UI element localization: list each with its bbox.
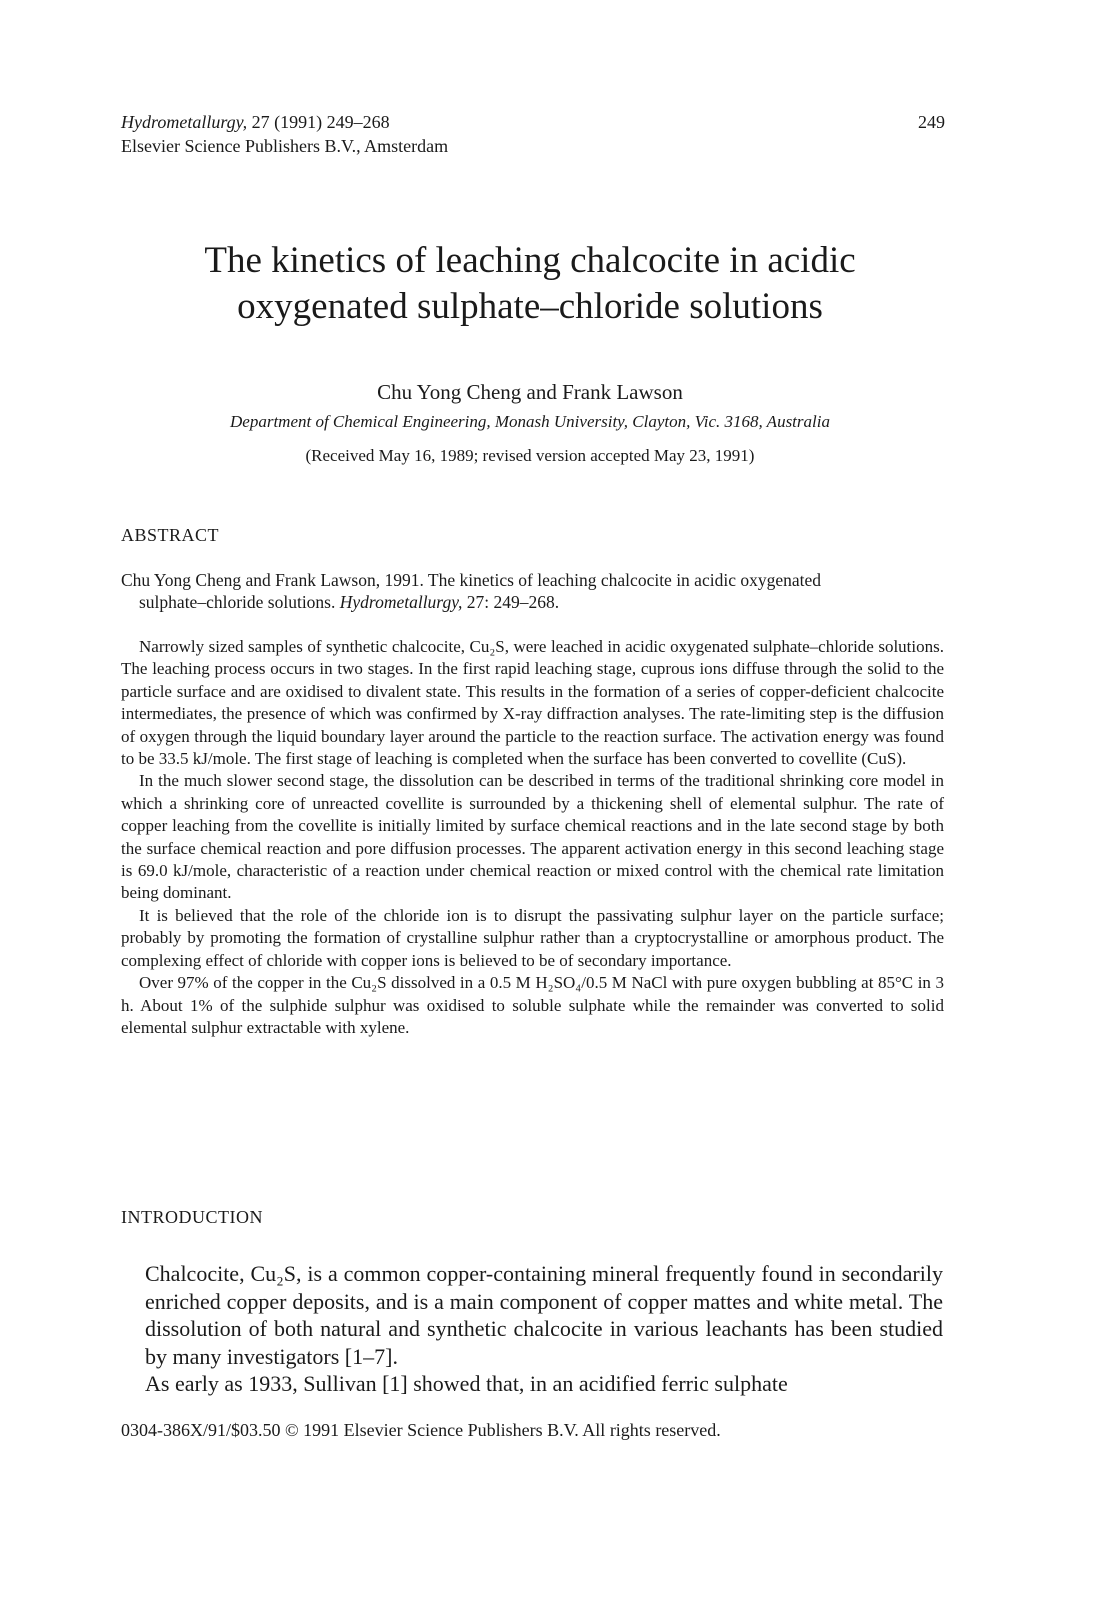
abstract-heading: ABSTRACT xyxy=(121,525,220,545)
citation-journal: Hydrometallurgy, xyxy=(339,592,463,612)
journal-volume-pages: 27 (1991) 249–268 xyxy=(247,112,390,132)
received-dates: (Received May 16, 1989; revised version accepted May 23, 1991) xyxy=(305,446,755,465)
introduction-heading: INTRODUCTION xyxy=(121,1207,263,1227)
abstract-body xyxy=(121,636,944,1039)
author-affiliation: Department of Chemical Engineering, Monash University, Clayton, Vic. 3168, Australia xyxy=(230,412,830,431)
journal-citation xyxy=(121,110,448,134)
article-title xyxy=(0,238,1060,330)
publisher-line: Elsevier Science Publishers B.V., Amsterdam xyxy=(121,136,449,156)
introduction-body xyxy=(145,1260,943,1398)
abstract-paragraph-2: In the much slower second stage, the dissolution can be described in terms of the traditional shrinking core model in which a shrinking core of unreacted covellite is surrounded by a thickening shell of elemental sulphur. The rate of copper leaching from the covellite is initially limited by surface chemical reactions and in the late second stage by both the surface chemical reaction and pore diffusion processes. The apparent activation energy in this second leaching stage is 69.0 kJ/mole, characteristic of a reaction under chemical reaction or mixed control with the chemical rate limitation being dominant. xyxy=(121,771,944,903)
citation-line-1: Chu Yong Cheng and Frank Lawson, 1991. The kinetics of leaching chalcocite in acidic oxygenated xyxy=(121,570,821,590)
copyright-footer: 0304-386X/91/$03.50 © 1991 Elsevier Science Publishers B.V. All rights reserved. xyxy=(121,1420,721,1440)
citation-title-end: sulphate–chloride solutions. xyxy=(139,592,340,612)
journal-name: Hydrometallurgy, xyxy=(121,112,248,132)
abstract-paragraph-1: Narrowly sized samples of synthetic chalcocite, Cu₂S, were leached in acidic oxygenated sulphate–chloride solutions. The leaching process occurs in two stages. In the first rapid leaching stage, cuprous ions diffuse through the solid to the particle surface and are oxidised to divalent state. This results in the formation of a series of copper-deficient chalcocite intermediates, the presence of which was confirmed by X-ray diffraction analyses. The rate-limiting step is the diffusion of oxygen through the liquid boundary layer around the particle to the reaction surface. The activation energy was found to be 33.5 kJ/mole. The first stage of leaching is completed when the surface has been converted to covellite (CuS). xyxy=(121,637,944,769)
intro-paragraph-2: As early as 1933, Sullivan [1] showed that, in an acidified ferric sulphate xyxy=(145,1371,788,1396)
journal-header xyxy=(121,110,448,158)
citation-volume: 27: 249–268. xyxy=(462,592,560,612)
citation-line-2 xyxy=(121,591,944,613)
page-number: 249 xyxy=(918,112,945,132)
abstract-paragraph-4: Over 97% of the copper in the Cu₂S dissolved in a 0.5 M H₂SO₄/0.5 M NaCl with pure oxygen bubbling at 85°C in 3 h. About 1% of the sulphide sulphur was oxidised to soluble sulphate while the remainder was converted to solid elemental sulphur extractable with xylene. xyxy=(121,973,944,1037)
abstract-citation xyxy=(121,569,944,613)
title-line-1: The kinetics of leaching chalcocite in acidic xyxy=(204,240,856,281)
intro-paragraph-1: Chalcocite, Cu₂S, is a common copper-containing mineral frequently found in secondarily enriched copper deposits, and is a main component of copper mattes and white metal. The dissolution of both natural and synthetic chalcocite in various leachants has been studied by many investigators [1–7]. xyxy=(145,1261,943,1369)
author-names: Chu Yong Cheng and Frank Lawson xyxy=(377,380,683,404)
title-line-2: oxygenated sulphate–chloride solutions xyxy=(237,286,823,327)
abstract-paragraph-3: It is believed that the role of the chloride ion is to disrupt the passivating sulphur layer on the particle surface; probably by promoting the formation of crystalline sulphur rather than a cryptocrystalline or amorphous product. The complexing effect of chloride with copper ions is believed to be of secondary importance. xyxy=(121,905,944,970)
